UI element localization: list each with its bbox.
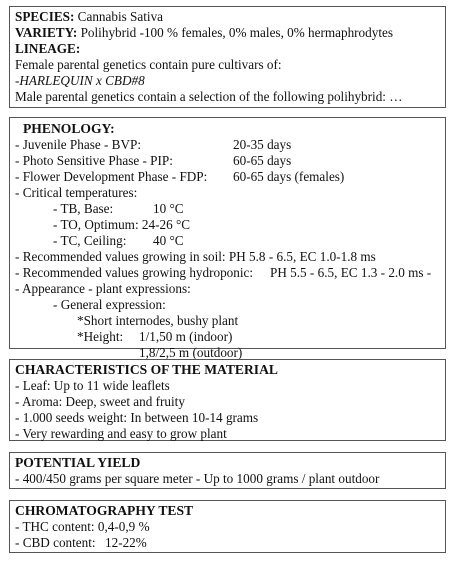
characteristic-item: - Aroma: Deep, sweet and fruity <box>15 394 185 409</box>
species-box <box>9 6 446 108</box>
species-label: SPECIES: <box>15 9 75 24</box>
phase-row <box>15 137 440 153</box>
phase-row <box>15 169 440 185</box>
soil-values: - Recommended values growing in soil: PH 5.8 - 6.5, EC 1.0-1.8 ms <box>15 249 376 264</box>
variety-line <box>15 25 440 41</box>
chromatography-title: CHROMATOGRAPHY TEST <box>15 503 194 518</box>
yield-text: - 400/450 grams per square meter - Up to 1000 grams / plant outdoor <box>15 471 380 486</box>
critical-temps-title: - Critical temperatures: <box>15 185 138 200</box>
phenology-title: PHENOLOGY: <box>23 121 115 136</box>
hydro-value: PH 5.5 - 6.5, EC 1.3 - 2.0 ms - <box>270 265 432 280</box>
temp-row <box>53 217 440 233</box>
cbd-value: 12-22% <box>105 535 147 550</box>
temp-label: - TO, Optimum: 24-26 °C <box>53 217 191 232</box>
phase-value: 60-65 days <box>233 153 292 168</box>
thc-label: - THC content: <box>15 519 95 534</box>
cbd-row <box>15 535 440 551</box>
characteristic-item: - Leaf: Up to 11 wide leaflets <box>15 378 170 393</box>
yield-box <box>9 452 446 489</box>
cbd-label: - CBD content: <box>15 535 96 550</box>
hydro-label: - Recommended values growing hydroponic: <box>15 265 254 280</box>
hydro-values <box>15 265 440 281</box>
height-label: *Height: <box>77 329 124 344</box>
characteristics-box <box>9 359 446 441</box>
characteristic-item: - Very rewarding and easy to grow plant <box>15 426 227 441</box>
phase-value: 20-35 days <box>233 137 292 152</box>
temp-label: - TC, Ceiling: <box>53 233 127 248</box>
variety-value: Polihybrid -100 % females, 0% males, 0% hermaphrodytes <box>80 25 393 40</box>
height-indoor: 1/1,50 m (indoor) <box>139 329 233 344</box>
lineage-cross: -HARLEQUIN x CBD#8 <box>15 73 145 88</box>
species-line <box>15 9 440 25</box>
phase-row <box>15 153 440 169</box>
temp-value: 10 °C <box>153 201 184 216</box>
species-value: Cannabis Sativa <box>77 9 164 24</box>
phase-label: - Photo Sensitive Phase - PIP: <box>15 153 173 168</box>
general-expression: - General expression: <box>53 297 166 312</box>
thc-value: 0,4-0,9 % <box>97 519 150 534</box>
phase-label: - Flower Development Phase - FDP: <box>15 169 208 184</box>
temp-row <box>53 233 440 249</box>
temp-row <box>53 201 440 217</box>
yield-title: POTENTIAL YIELD <box>15 455 141 470</box>
phase-label: - Juvenile Phase - BVP: <box>15 137 142 152</box>
short-internodes: *Short internodes, bushy plant <box>77 313 239 328</box>
lineage-female-intro: Female parental genetics contain pure cultivars of: <box>15 57 282 72</box>
thc-row <box>15 519 440 535</box>
height-row <box>77 329 440 345</box>
variety-label: VARIETY: <box>15 25 78 40</box>
lineage-label: LINEAGE: <box>15 41 81 56</box>
appearance-title: - Appearance - plant expressions: <box>15 281 191 296</box>
height-outdoor: 1,8/2,5 m (outdoor) <box>139 345 243 360</box>
characteristic-item: - 1.000 seeds weight: In between 10-14 grams <box>15 410 259 425</box>
chromatography-box <box>9 500 446 553</box>
phase-value: 60-65 days (females) <box>233 169 345 184</box>
characteristics-title: CHARACTERISTICS OF THE MATERIAL <box>15 362 278 377</box>
phenology-box <box>9 117 446 360</box>
temp-label: - TB, Base: <box>53 201 114 216</box>
temp-value: 40 °C <box>153 233 184 248</box>
lineage-male-intro: Male parental genetics contain a selection of the following polihybrid: … <box>15 89 403 104</box>
